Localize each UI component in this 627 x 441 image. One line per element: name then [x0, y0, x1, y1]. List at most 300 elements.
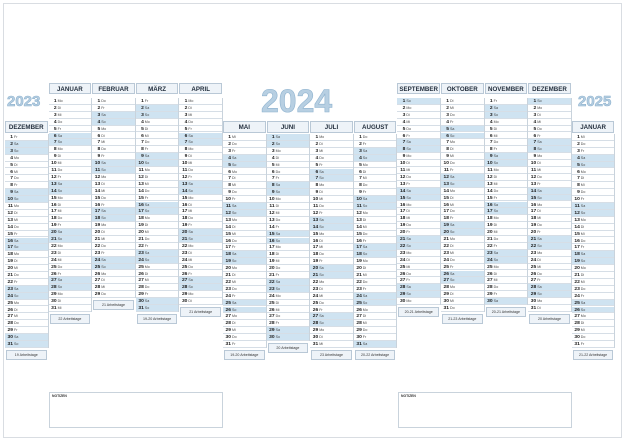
- weekday-abbr: Mo: [275, 148, 281, 153]
- day-number: 5: [315, 162, 319, 168]
- day-row: [572, 293, 615, 300]
- day-row: [49, 298, 92, 305]
- day-row: [572, 320, 615, 327]
- day-row: [49, 271, 92, 278]
- day-row: [92, 202, 135, 209]
- day-row: [397, 291, 440, 298]
- day-row: [49, 250, 92, 257]
- weekday-abbr: Mo: [406, 250, 412, 255]
- day-row: [267, 244, 310, 251]
- day-row: [5, 189, 48, 196]
- day-number: 27: [51, 278, 57, 284]
- day-number: 13: [574, 217, 580, 223]
- day-number: 15: [312, 231, 319, 237]
- day-row: [179, 188, 222, 195]
- day-row: [92, 160, 135, 167]
- day-number: 10: [94, 161, 101, 167]
- weekday-abbr: Fr: [362, 141, 367, 146]
- day-row: [572, 155, 615, 162]
- weekday-abbr: Fr: [232, 197, 236, 202]
- weekday-abbr: Mo: [493, 216, 499, 221]
- day-row: [441, 250, 484, 257]
- day-number: 22: [225, 279, 231, 285]
- day-row: [92, 112, 135, 119]
- day-row: [179, 284, 222, 291]
- day-row: [572, 175, 615, 182]
- day-row: [5, 238, 48, 245]
- day-row: [223, 224, 266, 231]
- day-row: [5, 334, 48, 341]
- day-number: 28: [399, 285, 406, 291]
- year-2025-label: 2025: [578, 93, 612, 110]
- day-number: 24: [487, 257, 493, 263]
- day-number: 16: [7, 238, 13, 244]
- day-number: 31: [574, 342, 580, 347]
- day-number: 16: [94, 202, 101, 208]
- day-row: [267, 251, 310, 258]
- day-row: [223, 320, 266, 327]
- day-row: [179, 133, 222, 140]
- day-row: [441, 305, 484, 312]
- weekday-abbr: Sa: [537, 237, 542, 241]
- weekday-abbr: Di: [450, 195, 454, 200]
- weekday-abbr: Do: [362, 183, 368, 188]
- weekday-abbr: Do: [450, 257, 455, 262]
- day-number: 25: [51, 264, 57, 270]
- day-number: 14: [312, 224, 319, 230]
- day-row: [354, 258, 397, 265]
- weekday-abbr: So: [493, 209, 498, 214]
- weekday-abbr: Di: [493, 126, 497, 131]
- day-number: 1: [10, 135, 13, 140]
- day-row: [136, 146, 179, 153]
- weekday-abbr: Mo: [101, 126, 107, 131]
- day-row: [49, 167, 92, 174]
- day-number: 3: [97, 112, 101, 118]
- weekday-abbr: Di: [232, 224, 236, 229]
- day-row: [223, 141, 266, 148]
- weekday-abbr: Do: [319, 204, 324, 208]
- day-number: 23: [181, 250, 188, 256]
- day-number: 1: [359, 135, 362, 140]
- month-column-mai: [223, 134, 267, 348]
- day-number: 19: [269, 259, 275, 265]
- day-row: [397, 126, 440, 133]
- day-row: [179, 181, 222, 188]
- workdays-footer-jan: 22 Arbeitstage: [50, 314, 91, 324]
- day-row: [528, 195, 571, 202]
- day-number: 10: [51, 161, 57, 167]
- day-row: [485, 153, 528, 160]
- day-number: 24: [312, 293, 319, 299]
- day-number: 19: [312, 259, 319, 265]
- day-row: [572, 217, 615, 224]
- weekday-abbr: Di: [450, 292, 454, 297]
- day-row: [397, 146, 440, 153]
- day-number: 7: [10, 176, 13, 182]
- weekday-abbr: Sa: [580, 252, 586, 257]
- day-row: [136, 243, 179, 250]
- day-row: [572, 162, 615, 169]
- day-row: [267, 231, 310, 238]
- day-row: [354, 320, 397, 327]
- weekday-abbr: Fr: [580, 342, 585, 346]
- day-row: [49, 98, 92, 105]
- day-row: [179, 222, 222, 229]
- day-row: [310, 224, 353, 231]
- day-row: [5, 307, 48, 314]
- day-row: [5, 134, 48, 141]
- day-row: [267, 196, 310, 203]
- day-row: [310, 189, 353, 196]
- day-row: [441, 271, 484, 278]
- day-number: 21: [181, 237, 188, 242]
- weekday-abbr: Mo: [406, 105, 412, 110]
- weekday-abbr: Do: [232, 335, 237, 340]
- day-number: 5: [402, 126, 406, 132]
- day-number: 15: [574, 231, 580, 237]
- day-row: [267, 182, 310, 189]
- day-number: 15: [530, 195, 537, 201]
- weekday-abbr: Di: [144, 271, 149, 276]
- weekday-abbr: Do: [14, 321, 19, 326]
- day-row: [267, 189, 310, 196]
- weekday-abbr: Do: [101, 243, 106, 248]
- day-row: [49, 112, 92, 119]
- day-number: 9: [402, 154, 406, 160]
- day-number: 23: [399, 250, 406, 256]
- day-row: [354, 238, 397, 245]
- day-row: [310, 313, 353, 320]
- day-row: [5, 169, 48, 176]
- weekday-abbr: Sa: [319, 217, 324, 222]
- day-number: 11: [400, 168, 406, 173]
- day-row: [310, 155, 353, 162]
- day-number: 29: [181, 292, 188, 298]
- weekday-abbr: Mi: [14, 266, 18, 271]
- day-number: 9: [10, 190, 13, 196]
- weekday-abbr: Sa: [493, 105, 498, 110]
- day-number: 1: [577, 135, 580, 140]
- day-row: [267, 141, 310, 148]
- weekday-abbr: Mi: [188, 161, 193, 166]
- weekday-abbr: Do: [232, 238, 237, 243]
- day-row: [49, 153, 92, 160]
- day-row: [136, 271, 179, 278]
- weekday-abbr: Mi: [232, 135, 236, 139]
- weekday-abbr: Sa: [144, 154, 150, 159]
- weekday-abbr: Fr: [144, 243, 149, 248]
- day-row: [136, 264, 179, 271]
- day-row: [92, 105, 135, 112]
- day-row: [223, 272, 266, 279]
- weekday-abbr: Mi: [57, 306, 62, 310]
- weekday-abbr: Sa: [232, 300, 237, 305]
- month-header-aug: AUGUST: [354, 121, 397, 133]
- day-number: 18: [138, 216, 144, 222]
- day-number: 29: [225, 328, 231, 334]
- day-number: 28: [530, 285, 537, 291]
- weekday-abbr: Sa: [14, 238, 19, 243]
- day-number: 11: [574, 204, 580, 209]
- day-row: [572, 196, 615, 203]
- day-number: 31: [530, 306, 537, 311]
- day-number: 11: [95, 168, 101, 173]
- day-number: 11: [269, 204, 275, 209]
- day-row: [310, 320, 353, 327]
- day-row: [92, 188, 135, 195]
- day-number: 16: [356, 238, 362, 244]
- day-row: [223, 189, 266, 196]
- day-row: [136, 305, 179, 312]
- day-number: 1: [184, 99, 188, 104]
- month-header-feb: FEBRUAR: [92, 83, 135, 94]
- day-number: 16: [269, 238, 275, 244]
- weekday-abbr: Mi: [319, 342, 323, 346]
- day-number: 3: [271, 148, 275, 154]
- day-number: 24: [181, 257, 188, 263]
- day-row: [49, 243, 92, 250]
- day-row: [528, 215, 571, 222]
- day-row: [441, 119, 484, 126]
- day-row: [92, 126, 135, 133]
- day-number: 20: [181, 230, 188, 236]
- day-row: [136, 284, 179, 291]
- weekday-abbr: Mi: [406, 168, 411, 172]
- weekday-abbr: Fr: [580, 293, 585, 298]
- day-number: 5: [141, 126, 144, 132]
- day-row: [528, 167, 571, 174]
- weekday-abbr: Di: [57, 154, 61, 159]
- day-row: [267, 134, 310, 141]
- day-number: 8: [315, 183, 319, 189]
- weekday-abbr: Mi: [101, 285, 105, 290]
- day-row: [528, 174, 571, 181]
- weekday-abbr: Di: [406, 161, 410, 166]
- day-number: 10: [7, 197, 13, 203]
- weekday-abbr: Do: [362, 279, 368, 284]
- day-number: 6: [489, 133, 493, 139]
- day-row: [223, 313, 266, 320]
- weekday-abbr: Do: [580, 286, 586, 291]
- day-row: [485, 257, 528, 264]
- day-number: 14: [181, 188, 188, 194]
- day-row: [310, 196, 353, 203]
- weekday-abbr: Di: [14, 307, 18, 312]
- weekday-abbr: Di: [362, 314, 367, 319]
- weekday-abbr: Do: [275, 314, 281, 319]
- day-number: 5: [359, 162, 362, 168]
- weekday-abbr: Do: [493, 188, 499, 193]
- day-row: [354, 155, 397, 162]
- day-number: 13: [443, 181, 449, 187]
- day-row: [179, 250, 222, 257]
- day-row: [179, 126, 222, 133]
- day-row: [354, 334, 397, 341]
- day-number: 9: [315, 190, 319, 196]
- day-row: [528, 236, 571, 243]
- weekday-abbr: Do: [144, 188, 150, 193]
- day-row: [92, 215, 135, 222]
- day-number: 15: [51, 195, 57, 201]
- day-row: [49, 146, 92, 153]
- day-row: [441, 236, 484, 243]
- day-row: [441, 208, 484, 215]
- day-row: [441, 153, 484, 160]
- weekday-abbr: Mi: [450, 154, 454, 159]
- day-number: 18: [399, 216, 406, 222]
- weekday-abbr: Fr: [406, 278, 410, 283]
- day-number: 23: [51, 250, 57, 256]
- day-number: 29: [94, 292, 101, 298]
- day-row: [485, 119, 528, 126]
- day-row: [136, 112, 179, 119]
- day-number: 16: [51, 202, 57, 208]
- day-number: 30: [138, 299, 144, 305]
- day-number: 28: [181, 285, 188, 291]
- day-row: [49, 264, 92, 271]
- day-row: [485, 188, 528, 195]
- day-number: 10: [399, 161, 406, 167]
- day-row: [179, 119, 222, 126]
- day-number: 10: [443, 161, 449, 167]
- day-row: [136, 139, 179, 146]
- day-number: 28: [443, 285, 449, 291]
- day-number: 22: [94, 243, 101, 249]
- day-number: 15: [181, 195, 188, 201]
- day-number: 18: [356, 252, 362, 258]
- weekday-abbr: Fr: [537, 278, 541, 283]
- day-number: 10: [530, 161, 537, 167]
- day-number: 14: [530, 188, 537, 194]
- month-header-jul: JULI: [310, 121, 353, 133]
- day-number: 27: [94, 278, 101, 284]
- weekday-abbr: Fr: [493, 147, 497, 152]
- day-row: [485, 202, 528, 209]
- day-number: 1: [53, 99, 57, 104]
- weekday-abbr: Di: [537, 257, 541, 262]
- day-number: 22: [138, 243, 144, 249]
- day-row: [528, 126, 571, 133]
- day-row: [49, 229, 92, 236]
- day-row: [528, 284, 571, 291]
- weekday-abbr: Di: [580, 176, 585, 181]
- weekday-abbr: Mi: [580, 231, 585, 236]
- day-row: [528, 264, 571, 271]
- weekday-abbr: Fr: [362, 286, 367, 291]
- weekday-abbr: So: [362, 252, 368, 257]
- day-number: 5: [489, 126, 493, 132]
- weekday-abbr: Fr: [362, 190, 367, 195]
- day-number: 22: [51, 243, 57, 249]
- weekday-abbr: Di: [232, 321, 236, 326]
- weekday-abbr: Di: [580, 321, 585, 326]
- day-number: 17: [181, 209, 188, 215]
- day-row: [92, 277, 135, 284]
- weekday-abbr: Mo: [188, 243, 194, 248]
- day-number: 19: [94, 223, 101, 229]
- day-row: [179, 146, 222, 153]
- day-number: 2: [271, 141, 275, 147]
- day-row: [49, 202, 92, 209]
- workdays-footer-dez: 20 Arbeitstage: [529, 314, 570, 324]
- day-row: [441, 257, 484, 264]
- day-number: 19: [225, 259, 231, 265]
- day-row: [179, 215, 222, 222]
- month-column-dez23: [5, 134, 49, 348]
- day-number: 18: [312, 252, 319, 258]
- weekday-abbr: So: [580, 307, 586, 312]
- day-row: [49, 119, 92, 126]
- day-row: [310, 279, 353, 286]
- weekday-abbr: Mi: [57, 112, 62, 117]
- day-row: [310, 141, 353, 148]
- day-number: 15: [269, 231, 275, 237]
- weekday-abbr: Do: [101, 292, 106, 297]
- day-row: [92, 146, 135, 153]
- day-row: [528, 133, 571, 140]
- day-number: 25: [138, 264, 144, 270]
- day-row: [179, 243, 222, 250]
- weekday-abbr: Mo: [14, 155, 19, 160]
- day-number: 2: [228, 141, 231, 147]
- weekday-abbr: Mi: [144, 181, 149, 186]
- weekday-abbr: Di: [537, 112, 541, 117]
- weekday-abbr: Di: [101, 230, 105, 235]
- day-number: 21: [356, 273, 362, 278]
- day-number: 21: [7, 273, 13, 278]
- day-number: 21: [574, 273, 580, 278]
- day-row: [5, 327, 48, 334]
- day-row: [310, 286, 353, 293]
- day-row: [572, 224, 615, 231]
- month-column-aug: [354, 134, 398, 348]
- weekday-abbr: So: [493, 112, 498, 117]
- day-row: [267, 327, 310, 334]
- day-row: [92, 284, 135, 291]
- day-number: 26: [399, 271, 406, 277]
- day-row: [485, 229, 528, 236]
- weekday-abbr: Mo: [57, 243, 63, 248]
- day-number: 26: [7, 307, 13, 313]
- day-number: 9: [446, 154, 449, 160]
- day-number: 3: [533, 112, 537, 118]
- weekday-abbr: So: [537, 292, 542, 297]
- day-number: 10: [574, 197, 580, 203]
- weekday-abbr: So: [275, 190, 280, 195]
- day-number: 23: [443, 250, 449, 256]
- weekday-abbr: Do: [188, 264, 193, 269]
- weekday-abbr: Mi: [406, 119, 411, 124]
- day-row: [528, 160, 571, 167]
- day-row: [572, 258, 615, 265]
- weekday-abbr: Sa: [580, 204, 586, 208]
- weekday-abbr: Sa: [275, 135, 280, 139]
- month-column-jul: [310, 134, 354, 348]
- day-number: 5: [577, 162, 580, 168]
- day-number: 24: [7, 293, 13, 299]
- day-row: [223, 155, 266, 162]
- weekday-abbr: Di: [188, 202, 192, 207]
- month-header-mar: MÄRZ: [136, 83, 179, 94]
- day-row: [397, 277, 440, 284]
- day-number: 21: [312, 273, 319, 278]
- day-number: 12: [181, 174, 188, 180]
- weekday-abbr: Di: [580, 273, 585, 277]
- day-row: [136, 208, 179, 215]
- day-number: 13: [399, 181, 406, 187]
- day-number: 30: [51, 299, 57, 305]
